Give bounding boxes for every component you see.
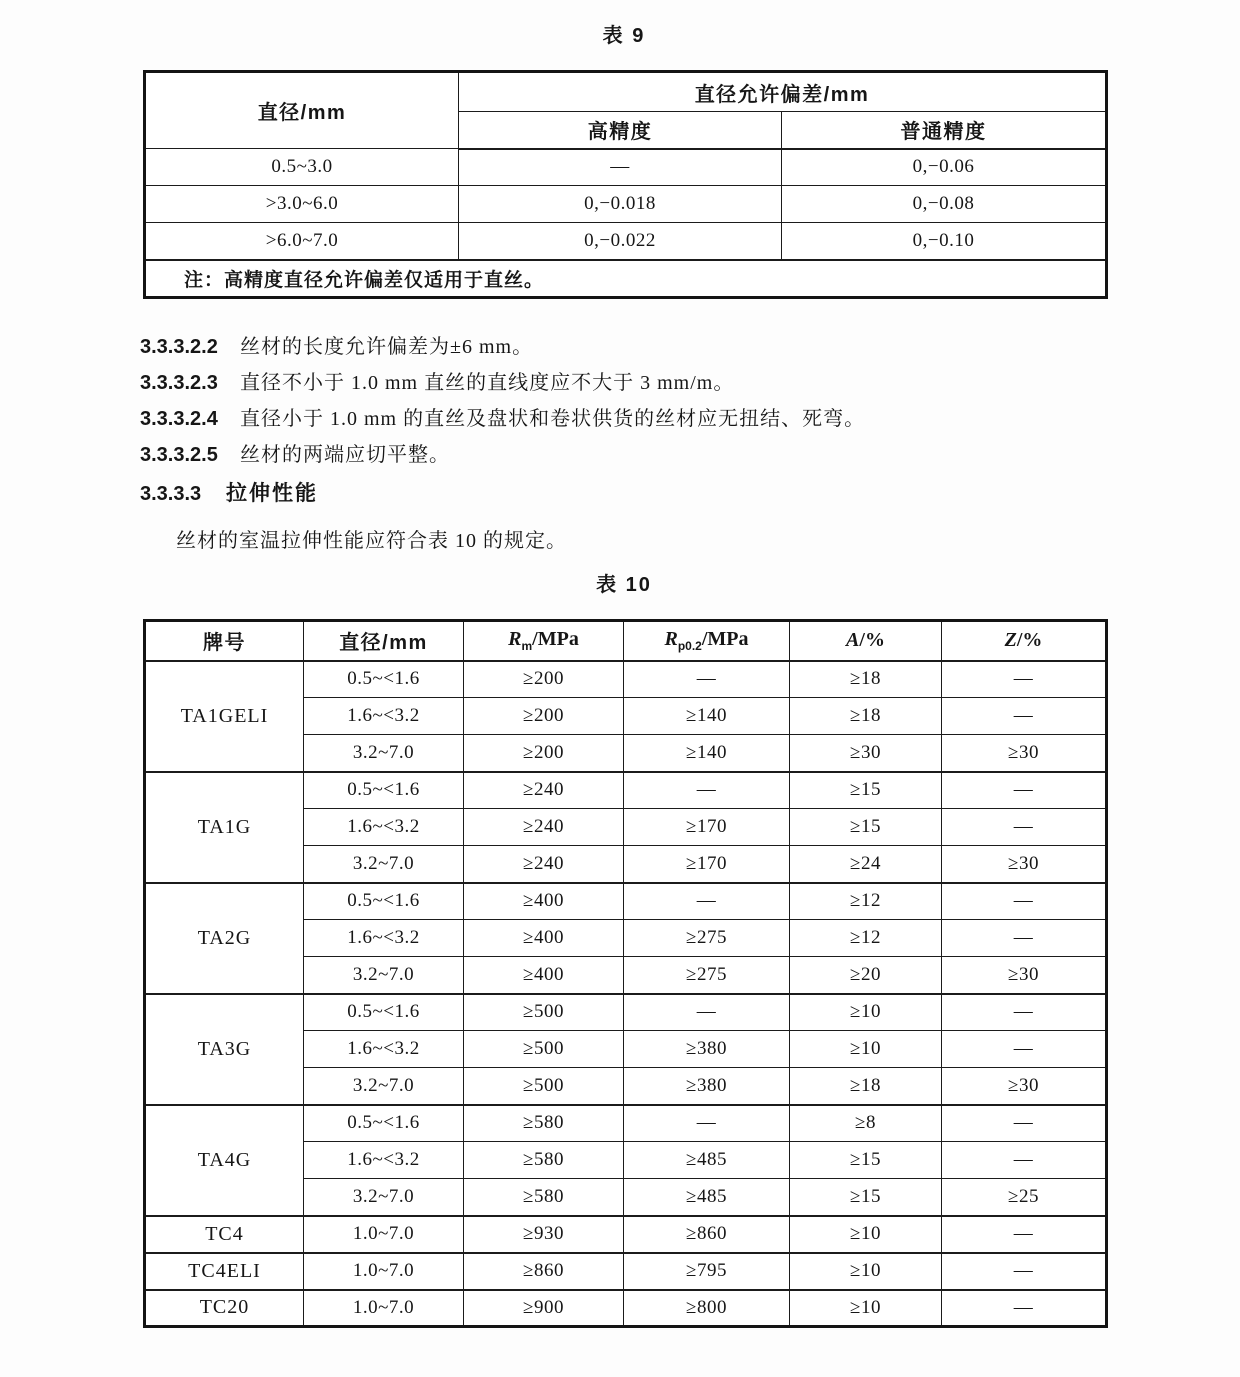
value-cell: ≥500 [464, 994, 624, 1031]
value-cell: ≥860 [624, 1216, 790, 1253]
high-precision-cell: 0,−0.018 [459, 186, 782, 223]
value-cell: — [942, 1031, 1107, 1068]
table10-title: 表 10 [596, 574, 652, 596]
value-cell: — [624, 994, 790, 1031]
value-cell: — [624, 661, 790, 698]
diameter-cell: >3.0~6.0 [145, 186, 459, 223]
rp-subscript: p0.2 [677, 639, 702, 654]
table10 [143, 619, 1108, 1328]
value-cell: 1.6~<3.2 [304, 1031, 464, 1068]
a-unit: /% [859, 629, 885, 652]
table10-header-z [942, 621, 1107, 661]
value-cell: — [942, 1253, 1107, 1290]
grade-cell: TA1GELI [145, 661, 304, 772]
value-cell: ≥400 [464, 957, 624, 994]
intro-paragraph: 丝材的室温拉伸性能应符合表 10 的规定。 [176, 530, 567, 552]
table-row [145, 1216, 1107, 1253]
value-cell: 0.5~<1.6 [304, 661, 464, 698]
table-row [145, 223, 1107, 260]
value-cell: ≥795 [624, 1253, 790, 1290]
value-cell: 3.2~7.0 [304, 1179, 464, 1216]
value-cell: — [942, 994, 1107, 1031]
table10-header-grade: 牌号 [145, 621, 304, 661]
value-cell: ≥500 [464, 1031, 624, 1068]
clause [0, 329, 1240, 365]
table9-header-high-precision: 高精度 [459, 112, 782, 149]
table9-note: 注：高精度直径允许偏差仅适用于直丝。 [145, 260, 1107, 298]
table-row [145, 661, 1107, 698]
value-cell: ≥18 [790, 698, 942, 735]
table9-header-normal-precision: 普通精度 [782, 112, 1107, 149]
value-cell: — [942, 1142, 1107, 1179]
clause-text: 丝材的长度允许偏差为±6 mm。 [240, 336, 534, 358]
clause-number: 3.3.3.2.5 [140, 444, 218, 466]
value-cell: ≥240 [464, 809, 624, 846]
value-cell: ≥580 [464, 1142, 624, 1179]
clause-number: 3.3.3.2.3 [140, 372, 218, 394]
value-cell: 1.0~7.0 [304, 1290, 464, 1327]
clause-text: 直径不小于 1.0 mm 直丝的直线度应不大于 3 mm/m。 [240, 372, 735, 394]
table9-title: 表 9 [602, 25, 646, 47]
clause [0, 365, 1240, 401]
table-row [145, 883, 1107, 920]
table10-header-diameter: 直径/mm [304, 621, 464, 661]
grade-cell: TA2G [145, 883, 304, 994]
value-cell: — [942, 883, 1107, 920]
table9-header-tolerance: 直径允许偏差/mm [459, 72, 1107, 112]
rp-unit: /MPa [701, 628, 749, 651]
value-cell: — [942, 1290, 1107, 1327]
value-cell: ≥930 [464, 1216, 624, 1253]
document-page [0, 24, 1240, 1377]
value-cell: — [942, 698, 1107, 735]
value-cell: ≥275 [624, 957, 790, 994]
value-cell: ≥15 [790, 809, 942, 846]
value-cell: 1.6~<3.2 [304, 809, 464, 846]
value-cell: ≥15 [790, 1142, 942, 1179]
value-cell: 0.5~<1.6 [304, 772, 464, 809]
table-row [145, 1105, 1107, 1142]
value-cell: ≥240 [464, 846, 624, 883]
normal-precision-cell: 0,−0.10 [782, 223, 1107, 260]
section-title: 拉伸性能 [226, 482, 318, 505]
value-cell: ≥20 [790, 957, 942, 994]
table10-header-row [145, 621, 1107, 661]
value-cell: ≥170 [624, 809, 790, 846]
value-cell: ≥8 [790, 1105, 942, 1142]
grade-cell: TC20 [145, 1290, 304, 1327]
normal-precision-cell: 0,−0.08 [782, 186, 1107, 223]
value-cell: ≥30 [942, 846, 1107, 883]
value-cell: — [624, 1105, 790, 1142]
value-cell: ≥10 [790, 1253, 942, 1290]
value-cell: — [942, 772, 1107, 809]
value-cell: ≥140 [624, 698, 790, 735]
value-cell: ≥24 [790, 846, 942, 883]
rp-symbol: R [664, 628, 678, 651]
high-precision-cell: 0,−0.022 [459, 223, 782, 260]
value-cell: ≥580 [464, 1105, 624, 1142]
value-cell: 1.0~7.0 [304, 1253, 464, 1290]
rm-symbol: R [508, 628, 522, 651]
value-cell: ≥500 [464, 1068, 624, 1105]
value-cell: ≥200 [464, 735, 624, 772]
section-heading [0, 479, 1240, 509]
table-row [145, 1290, 1107, 1327]
value-cell: ≥400 [464, 883, 624, 920]
rm-subscript: m [521, 639, 533, 654]
value-cell: ≥900 [464, 1290, 624, 1327]
value-cell: — [942, 661, 1107, 698]
value-cell: ≥30 [790, 735, 942, 772]
value-cell: ≥30 [942, 1068, 1107, 1105]
value-cell: ≥485 [624, 1179, 790, 1216]
grade-cell: TA3G [145, 994, 304, 1105]
value-cell: 0.5~<1.6 [304, 1105, 464, 1142]
value-cell: ≥18 [790, 1068, 942, 1105]
value-cell: ≥200 [464, 698, 624, 735]
diameter-cell: >6.0~7.0 [145, 223, 459, 260]
grade-cell: TC4 [145, 1216, 304, 1253]
value-cell: ≥240 [464, 772, 624, 809]
value-cell: ≥380 [624, 1068, 790, 1105]
diameter-cell: 0.5~3.0 [145, 149, 459, 186]
value-cell: ≥12 [790, 920, 942, 957]
value-cell: ≥10 [790, 1290, 942, 1327]
clause [0, 437, 1240, 473]
table10-header-rm [464, 621, 624, 661]
value-cell: ≥400 [464, 920, 624, 957]
z-symbol: Z [1004, 629, 1017, 652]
table9-header-diameter: 直径/mm [145, 72, 459, 149]
grade-cell: TA1G [145, 772, 304, 883]
value-cell: — [942, 1105, 1107, 1142]
value-cell: — [942, 1216, 1107, 1253]
value-cell: 1.6~<3.2 [304, 698, 464, 735]
value-cell: 3.2~7.0 [304, 957, 464, 994]
clause-text: 丝材的两端应切平整。 [240, 444, 450, 466]
value-cell: 3.2~7.0 [304, 1068, 464, 1105]
value-cell: ≥10 [790, 1031, 942, 1068]
clause [0, 401, 1240, 437]
table-row [145, 994, 1107, 1031]
table-row [145, 772, 1107, 809]
value-cell: 1.6~<3.2 [304, 1142, 464, 1179]
value-cell: ≥25 [942, 1179, 1107, 1216]
value-cell: 0.5~<1.6 [304, 883, 464, 920]
table10-header-a [790, 621, 942, 661]
value-cell: ≥800 [624, 1290, 790, 1327]
value-cell: ≥860 [464, 1253, 624, 1290]
value-cell: ≥170 [624, 846, 790, 883]
table-row [145, 186, 1107, 223]
clause-text: 直径小于 1.0 mm 的直丝及盘状和卷状供货的丝材应无扭结、死弯。 [240, 408, 866, 430]
table9-note-row [145, 260, 1107, 298]
value-cell: ≥30 [942, 735, 1107, 772]
value-cell: ≥12 [790, 883, 942, 920]
value-cell: ≥10 [790, 994, 942, 1031]
rm-unit: /MPa [532, 628, 579, 651]
value-cell: 1.6~<3.2 [304, 920, 464, 957]
value-cell: 3.2~7.0 [304, 735, 464, 772]
value-cell: — [624, 883, 790, 920]
clause-number: 3.3.3.2.4 [140, 408, 218, 430]
table10-body [145, 661, 1107, 1327]
section-number: 3.3.3.3 [140, 483, 202, 505]
clause-number: 3.3.3.2.2 [140, 336, 218, 358]
value-cell: ≥15 [790, 772, 942, 809]
value-cell: 1.0~7.0 [304, 1216, 464, 1253]
table10-header-rp02 [624, 621, 790, 661]
value-cell: ≥200 [464, 661, 624, 698]
a-symbol: A [846, 629, 860, 652]
value-cell: ≥18 [790, 661, 942, 698]
value-cell: 0.5~<1.6 [304, 994, 464, 1031]
grade-cell: TA4G [145, 1105, 304, 1216]
value-cell: ≥15 [790, 1179, 942, 1216]
table9 [143, 70, 1108, 299]
value-cell: ≥580 [464, 1179, 624, 1216]
table9-header-row-1 [145, 72, 1107, 112]
table-row [145, 149, 1107, 186]
high-precision-cell: — [459, 149, 782, 186]
value-cell: — [624, 772, 790, 809]
value-cell: ≥485 [624, 1142, 790, 1179]
value-cell: ≥10 [790, 1216, 942, 1253]
value-cell: ≥275 [624, 920, 790, 957]
value-cell: — [942, 809, 1107, 846]
clause-list [0, 329, 1240, 473]
grade-cell: TC4ELI [145, 1253, 304, 1290]
table-row [145, 1253, 1107, 1290]
value-cell: ≥140 [624, 735, 790, 772]
value-cell: ≥30 [942, 957, 1107, 994]
value-cell: ≥380 [624, 1031, 790, 1068]
z-unit: /% [1016, 629, 1043, 652]
value-cell: 3.2~7.0 [304, 846, 464, 883]
value-cell: — [942, 920, 1107, 957]
normal-precision-cell: 0,−0.06 [782, 149, 1107, 186]
